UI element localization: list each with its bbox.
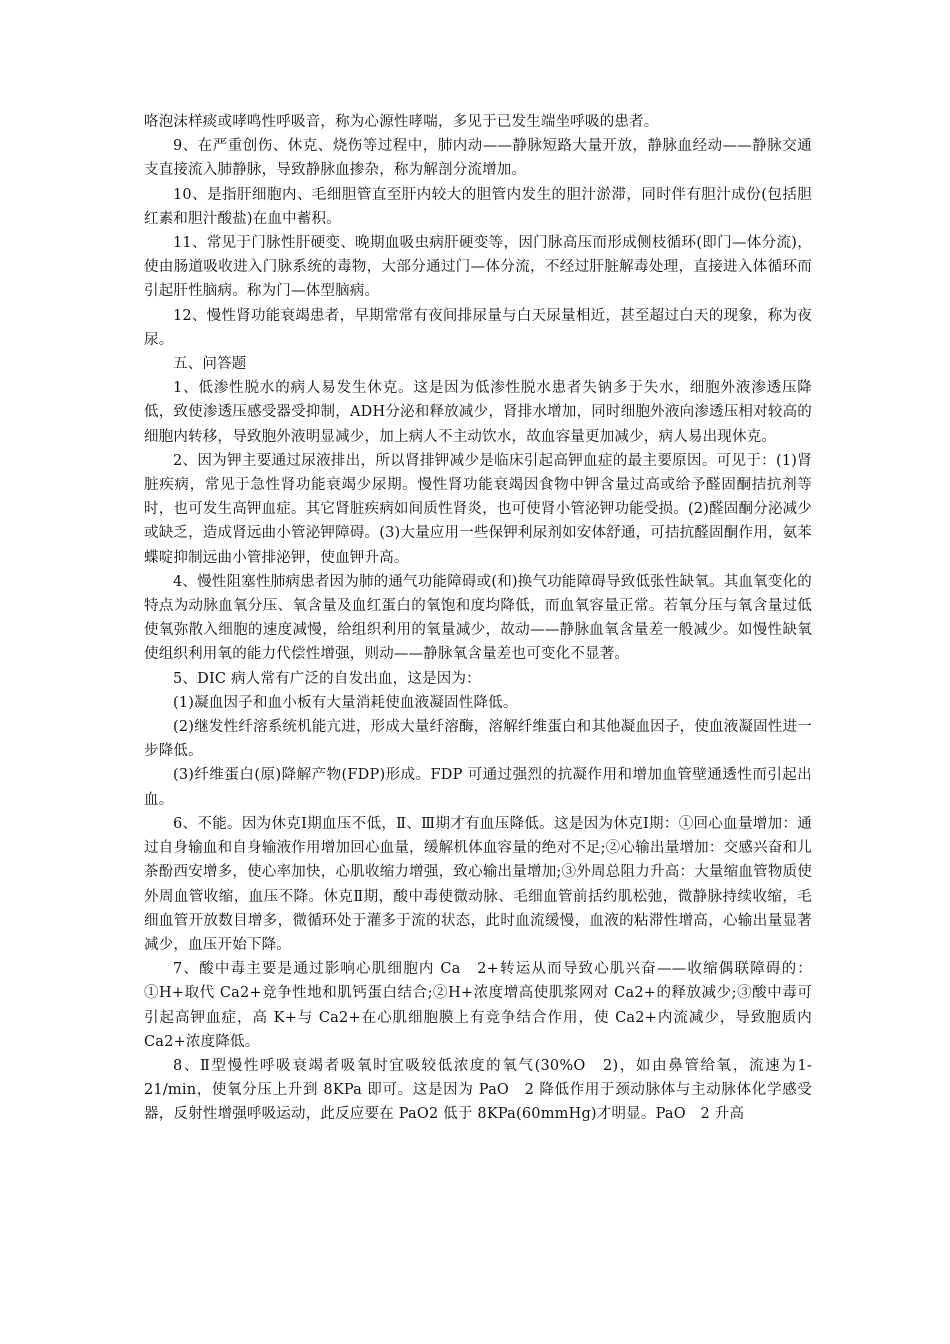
paragraph-item-12: 12、慢性肾功能衰竭患者，早期常常有夜间排尿量与白天尿量相近，甚至超过白天的现象，称为夜尿。 (144, 307, 812, 348)
paragraph-item-10: 10、是指肝细胞内、毛细胆管直至肝内较大的胆管内发生的胆汁淤滞，同时伴有胆汁成份(包括胆红素和胆汁酸盐)在血中蓄积。 (144, 186, 812, 227)
answer-1: 1、低渗性脱水的病人易发生休克。这是因为低渗性脱水患者失钠多于失水，细胞外液渗透压降低，致使渗透压感受器受抑制，ADH分泌和释放减少，肾排水增加，同时细胞外液向渗透压相对较高的细胞内转移，导致胞外液明显减少，加上病人不主动饮水，故血容量更加减少，病人易出现休克。 (144, 380, 812, 445)
section-heading: 五、问答题 (173, 356, 247, 373)
paragraph-continuation: 咯泡沫样痰或哮鸣性呼吸音，称为心源性哮喘，多见于已发生端坐呼吸的患者。 (144, 114, 659, 130)
answer-2: 2、因为钾主要通过尿液排出，所以肾排钾减少是临床引起高钾血症的最主要原因。可见于：(1)肾脏疾病，常见于急性肾功能衰竭少尿期。慢性肾功能衰竭因食物中钾含量过高或给予醛固酮拮抗剂等时，也可发生高钾血症。其它肾脏疾病如间质性肾炎，也可使肾小管泌钾功能受损。(2)醛固酮分泌减少或缺乏，造成肾远曲小管泌钾障碍。(3)大量应用一些保钾利尿剂如安体舒通，可拮抗醛固酮作用，氨苯蝶啶抑制远曲小管排泌钾，使血钾升高。 (144, 452, 812, 566)
document-page (144, 110, 812, 1127)
answer-7: 7、酸中毒主要是通过影响心肌细胞内 Ca 2+转运从而导致心肌兴奋——收缩偶联障碍的：①H+取代 Ca2+竞争性地和肌钙蛋白结合;②H+浓度增高使肌浆网对 Ca2+的释放减少;③酸中毒可引起高钾血症，高 K+与 Ca2+在心肌细胞膜上有竞争结合作用，使 Ca2+内流减少，导致胞质内 Ca2+浓度降低。 (144, 961, 812, 1050)
paragraph-item-11: 11、常见于门脉性肝硬变、晚期血吸虫病肝硬变等，因门脉高压而形成侧枝循环(即门—体分流)，使由肠道吸收进入门脉系统的毒物，大部分通过门—体分流，不经过肝脏解毒处理，直接进入体循环而引起肝性脑病。称为门—体型脑病。 (144, 235, 812, 300)
paragraph-item-9: 9、在严重创伤、休克、烧伤等过程中，肺内动——静脉短路大量开放，静脉血经动——静脉交通支直接流入肺静脉，导致静脉血掺杂，称为解剖分流增加。 (144, 138, 812, 179)
answer-5-point-2: (2)继发性纤溶系统机能亢进，形成大量纤溶酶，溶解纤维蛋白和其他凝血因子，使血液凝固性进一步降低。 (144, 719, 812, 760)
answer-5: 5、DIC 病人常有广泛的自发出血，这是因为： (173, 670, 481, 687)
answer-8: 8、Ⅱ型慢性呼吸衰竭者吸氧时宜吸较低浓度的氧气(30%O 2)，如由鼻管给氧，流速为1-21/min，使氧分压上升到 8KPa 即可。这是因为 PaO 2 降低作用于颈动脉体与主动脉体化学感受器，反射性增强呼吸运动，此反应要在 PaO2 低于 8KPa(60mmHg)才明显。PaO 2 升高 (144, 1057, 812, 1123)
answer-5-point-3: (3)纤维蛋白(原)降解产物(FDP)形成。FDP 可通过强烈的抗凝作用和增加血管壁通透性而引起出血。 (144, 767, 812, 808)
answer-4: 4、慢性阻塞性肺病患者因为肺的通气功能障碍或(和)换气功能障碍导致低张性缺氧。其血氧变化的特点为动脉血氧分压、氧含量及血红蛋白的氧饱和度均降低，而血氧容量正常。若氧分压与氧含量过低使氧弥散入细胞的速度减慢，给组织利用的氧量减少，故动——静脉血氧含量差一般减少。如慢性缺氧使组织利用氧的能力代偿性增强，则动——静脉氧含量差也可变化不显著。 (144, 573, 812, 663)
answer-6: 6、不能。因为休克Ⅰ期血压不低，Ⅱ、Ⅲ期才有血压降低。这是因为休克Ⅰ期：①回心血量增加：通过自身输血和自身输液作用增加回心血量，缓解机体血容量的绝对不足;②心输出量增加：交感兴奋和儿茶酚西安增多，使心率加快，心肌收缩力增强，致心输出量增加;③外周总阻力升高：大量缩血管物质使外周血管收缩，血压不降。休克Ⅱ期，酸中毒使微动脉、毛细血管前括约肌松弛，微静脉持续收缩，毛细血管开放数目增多，微循环处于灌多于流的状态，此时血流缓慢，血液的粘滞性增高，心输出量显著减少，血压开始下降。 (144, 815, 812, 953)
answer-5-point-1: (1)凝血因子和血小板有大量消耗使血液凝固性降低。 (173, 694, 518, 711)
